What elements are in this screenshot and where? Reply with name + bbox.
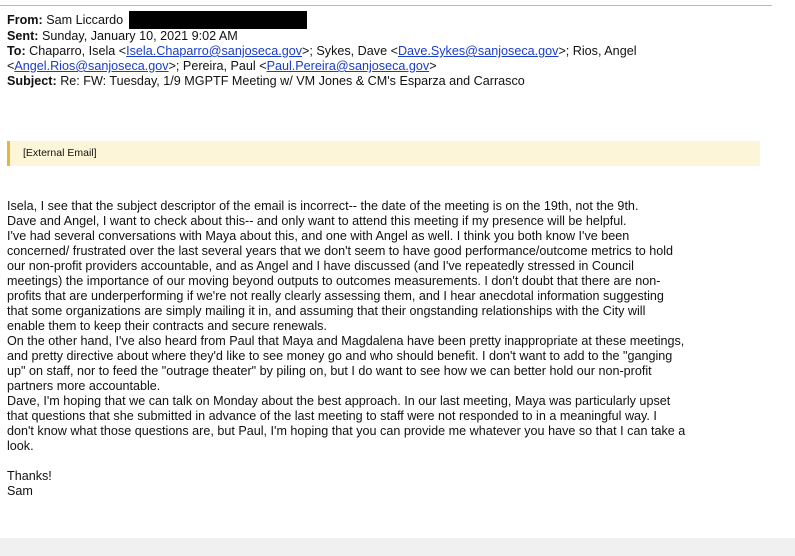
body-line: partners more accountable.	[7, 379, 161, 393]
from-row	[7, 11, 637, 29]
to-recipient-text: >; Sykes, Dave <	[302, 44, 398, 58]
body-line: I've had several conversations with Maya about this, and one with Angel as well. I think you both know I've been	[7, 229, 630, 243]
body-line: Isela, I see that the subject descriptor of the email is incorrect-- the date of the meeting is on the 19th, not the 9th.	[7, 199, 639, 213]
email-header	[7, 11, 637, 89]
to-row	[7, 44, 637, 59]
body-line: don't know what those questions are, but Paul, I'm hoping that you can provide me whatever you have so that I can take a	[7, 424, 686, 438]
to-recipient-text: Chaparro, Isela <	[29, 44, 127, 58]
bottom-margin	[0, 538, 795, 556]
email-link-chaparro[interactable]: Isela.Chaparro@sanjoseca.gov	[126, 44, 303, 58]
paragraph-gap	[7, 454, 787, 469]
sent-label: Sent:	[7, 29, 39, 43]
subject-row	[7, 74, 637, 89]
body-line: and pretty directive about where they'd like to see money go and who should benefit. I don't want to add to the "ganging	[7, 349, 673, 363]
to-row-continued	[7, 59, 637, 74]
to-recipient-text: <	[7, 59, 15, 73]
closing-line: Thanks!	[7, 469, 52, 483]
sent-value: Sunday, January 10, 2021 9:02 AM	[41, 29, 238, 43]
sent-row	[7, 29, 637, 44]
subject-label: Subject:	[7, 74, 57, 88]
to-recipient-text: >	[429, 59, 437, 73]
from-label: From:	[7, 13, 43, 27]
body-line: On the other hand, I've also heard from Paul that Maya and Magdalena have been pretty inappropriate at these meetings,	[7, 334, 685, 348]
to-label: To:	[7, 44, 26, 58]
email-body	[7, 199, 787, 499]
body-line: that some organizations are simply mailing it in, and assuming that their ongstanding relationships with the City will	[7, 304, 646, 318]
subject-value: Re: FW: Tuesday, 1/9 MGPTF Meeting w/ VM Jones & CM's Esparza and Carrasco	[60, 74, 525, 88]
external-email-label: [External Email]	[23, 147, 97, 159]
body-line: concerned/ frustrated over the last several years that we don't seem to have good performance/outcome metrics to hold	[7, 244, 674, 258]
body-line: Dave and Angel, I want to check about this-- and only want to attend this meeting if my presence will be helpful.	[7, 214, 627, 228]
body-line: up" on staff, nor to feed the "outrage theater" by piling on, but I do want to see how we can better hold our non-profit	[7, 364, 652, 378]
body-line: meetings) the importance of our moving beyond outputs to outcomes measurements. I don't doubt that there are non-	[7, 274, 661, 288]
email-link-pereira[interactable]: Paul.Pereira@sanjoseca.gov	[266, 59, 430, 73]
email-link-sykes[interactable]: Dave.Sykes@sanjoseca.gov	[397, 44, 559, 58]
body-line: profits that are underperforming if we're not really clearly assessing them, and I hear anecdotal information suggesting	[7, 289, 664, 303]
signature-line: Sam	[7, 484, 33, 498]
from-value: Sam Liccardo	[46, 13, 124, 27]
redaction-box	[129, 11, 307, 29]
body-line: look.	[7, 439, 34, 453]
to-recipient-text: >; Rios, Angel	[558, 44, 637, 58]
body-line: that questions that she submitted in advance of the last meeting to staff were not responded to in a meaningful way. I	[7, 409, 657, 423]
email-link-rios[interactable]: Angel.Rios@sanjoseca.gov	[14, 59, 169, 73]
body-line: Dave, I'm hoping that we can talk on Monday about the best approach. In our last meeting, Maya was particularly upset	[7, 394, 671, 408]
body-line: enable them to keep their contracts and secure renewals.	[7, 319, 327, 333]
top-divider	[0, 5, 772, 6]
body-line: our non-profit providers accountable, and as Angel and I have discussed (and I've repeatedly stressed in Council	[7, 259, 634, 273]
external-email-banner	[7, 141, 760, 166]
to-recipient-text: >; Pereira, Paul <	[168, 59, 267, 73]
